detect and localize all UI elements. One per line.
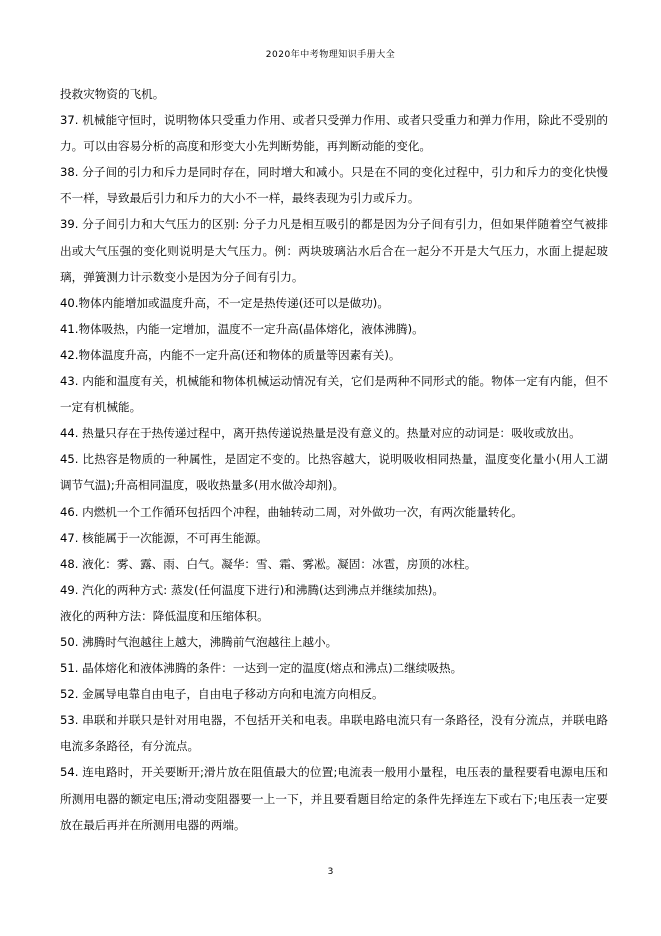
paragraph: 54. 连电路时，开关要断开;滑片放在阻值最大的位置;电流表一般用小量程，电压表的量程要看电源电压和所测用电器的额定电压;滑动变阻器要一上一下，并且要看题目给定的条件先择连左下或右下;电压表一定要放在最后再并在所测用电器的两端。 (60, 765, 608, 832)
paragraph: 46. 内燃机一个工作循环包括四个冲程，曲轴转动二周，对外做功一次，有两次能量转化。 (60, 504, 523, 519)
page-number: 3 (327, 867, 334, 877)
paragraph: 液化的两种方法：降低温度和压缩体积。 (60, 608, 269, 623)
paragraph: 48. 液化：雾、露、雨、白气。凝华：雪、霜、雾凇。凝固：冰雹，房顶的冰柱。 (60, 556, 477, 571)
paragraph: 投救灾物资的飞机。 (60, 87, 165, 101)
paragraph: 41.物体吸热，内能一定增加，温度不一定升高(晶体熔化，液体沸腾)。 (60, 321, 424, 336)
page-header-title: 2020年中考物理知识手册大全 (265, 50, 396, 60)
paragraph: 37. 机械能守恒时，说明物体只受重力作用、或者只受弹力作用、或者只受重力和弹力作用，除此不受别的力。可以由容易分析的高度和形变大小先判断势能，再判断动能的变化。 (60, 113, 608, 154)
paragraph: 38. 分子间的引力和斥力是同时存在，同时增大和减小。只是在不同的变化过程中，引力和斥力的变化快慢不一样，导致最后引力和斥力的大小不一样，最终表现为引力或斥力。 (60, 165, 608, 206)
paragraph: 42.物体温度升高，内能不一定升高(还和物体的质量等因素有关)。 (60, 347, 401, 362)
paragraph: 53. 串联和并联只是针对用电器，不包括开关和电表。串联电路电流只有一条路径，没有分流点，并联电路电流多条路径，有分流点。 (60, 713, 608, 754)
paragraph: 49. 汽化的两种方式: 蒸发(任何温度下进行)和沸腾(达到沸点并继续加热)。 (60, 582, 445, 597)
paragraph: 40.物体内能增加或温度升高，不一定是热传递(还可以是做功)。 (60, 295, 389, 310)
paragraph: 43. 内能和温度有关，机械能和物体机械运动情况有关，它们是两种不同形式的能。物体一定有内能，但不一定有机械能。 (60, 374, 608, 415)
document-body (60, 81, 608, 838)
paragraph: 45. 比热容是物质的一种属性，是固定不变的。比热容越大，说明吸收相同热量，温度变化量小(用人工湖调节气温);升高相同温度，吸收热量多(用水做冷却剂)。 (60, 452, 608, 493)
paragraph: 39. 分子间引力和大气压力的区别: 分子力凡是相互吸引的都是因为分子间有引力，但如果伴随着空气被排出或大气压强的变化则说明是大气压力。例：两块玻璃沾水后合在一起分不开是大气压力，水面上提起玻璃，弹簧测力计示数变小是因为分子间有引力。 (60, 217, 608, 284)
paragraph: 44. 热量只存在于热传递过程中，离开热传递说热量是没有意义的。热量对应的动词是：吸收或放出。 (60, 426, 581, 441)
paragraph: 47. 核能属于一次能源，不可再生能源。 (60, 530, 268, 545)
paragraph: 50. 沸腾时气泡越往上越大，沸腾前气泡越往上越小。 (60, 634, 338, 649)
paragraph: 52. 金属导电靠自由电子，自由电子移动方向和电流方向相反。 (60, 687, 384, 702)
paragraph: 51. 晶体熔化和液体沸腾的条件：一达到一定的温度(熔点和沸点)二继续吸热。 (60, 661, 463, 676)
